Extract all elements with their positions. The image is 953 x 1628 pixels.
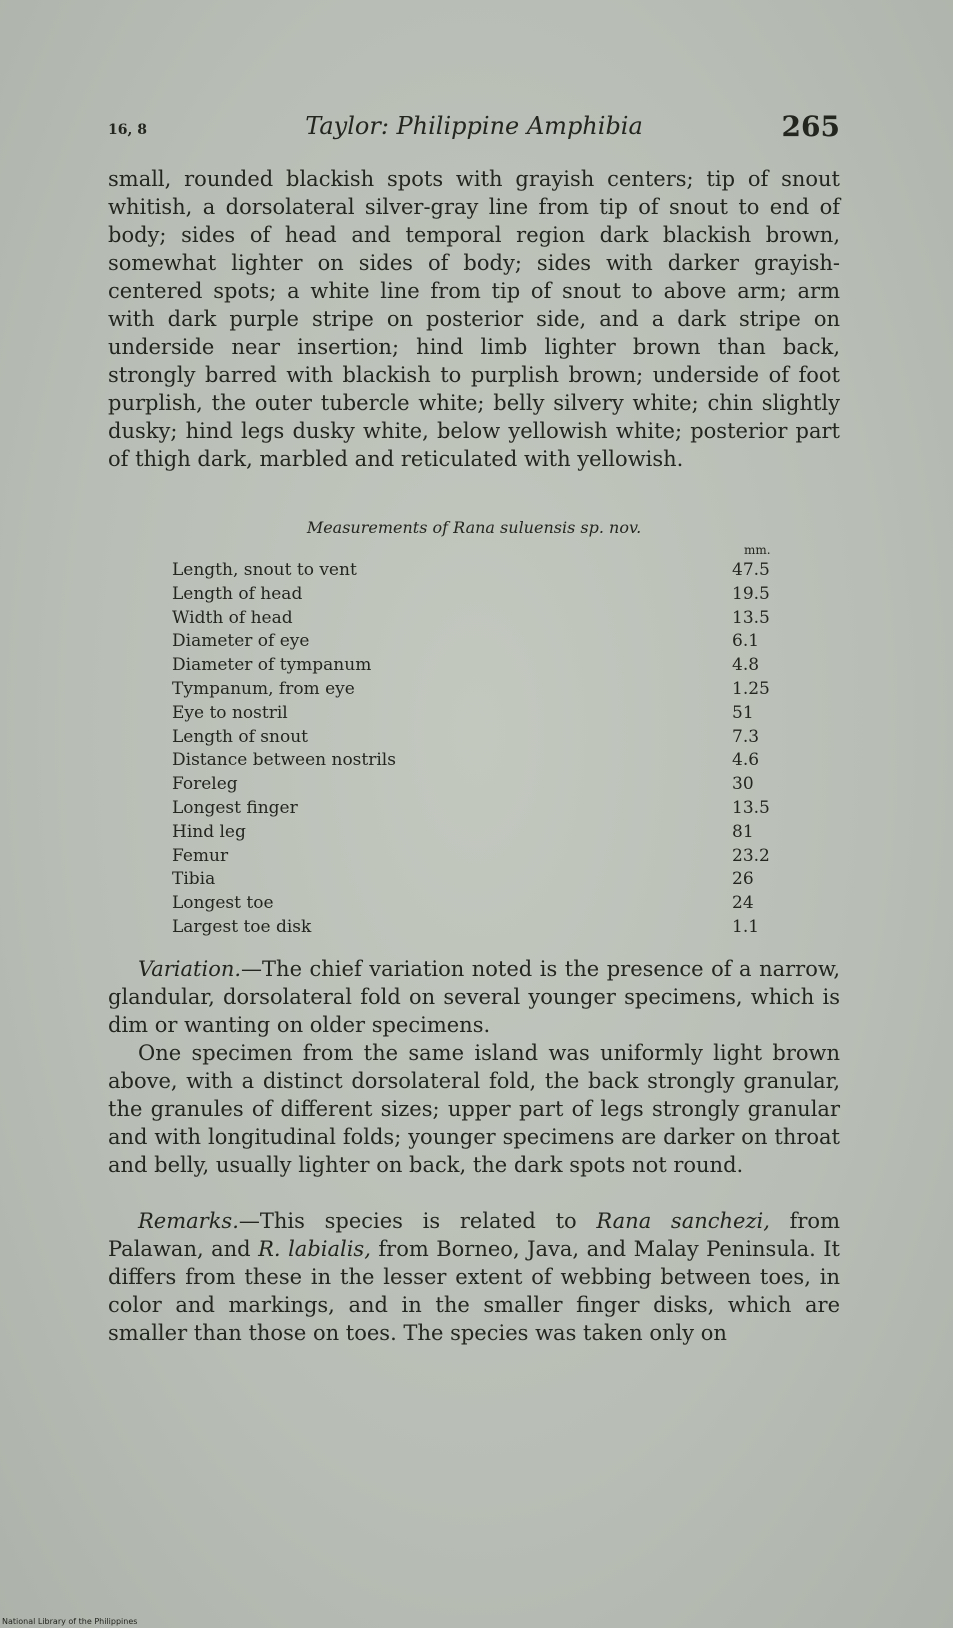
measurement-label: Eye to nostril — [172, 702, 288, 723]
measurement-value: 47.5 — [732, 560, 770, 580]
table-row — [172, 893, 782, 917]
table-title: Measurements of Rana suluensis sp. nov. — [306, 518, 642, 537]
measurement-value: 51 — [732, 702, 754, 723]
table-row — [172, 869, 782, 893]
table-row — [172, 774, 782, 798]
measurement-value: 4.6 — [732, 750, 760, 771]
measurement-label: Longest toe — [172, 893, 274, 914]
table-row — [172, 917, 782, 941]
specimen-paragraph: One specimen from the same island was uniformly light brown above, with a distinct dorsolateral fold, the back strongly granular, the granules of different sizes; upper part of legs strongly granular and with longitudinal folds; younger specimens are darker on throat and belly, usually lighter on back, the dark spots not round. — [108, 1041, 840, 1177]
measurement-value: 1.25 — [732, 679, 770, 699]
measurement-label: Hind leg — [172, 821, 246, 842]
measurement-value: 23.2 — [732, 845, 770, 866]
measurement-label: Distance between nostrils — [172, 750, 396, 771]
measurement-label: Tympanum, from eye — [172, 679, 355, 699]
table-row — [172, 798, 782, 822]
measurement-label: Foreleg — [172, 774, 238, 795]
measurement-label: Length, snout to vent — [172, 560, 357, 580]
remarks-heading: Remarks. — [138, 1209, 239, 1233]
unit-label: mm. — [744, 543, 771, 557]
measurement-value: 4.8 — [732, 655, 760, 676]
table-row — [172, 679, 782, 703]
measurement-label: Femur — [172, 845, 229, 866]
table-row — [172, 631, 782, 655]
page-number: 265 — [781, 110, 840, 143]
species-name-sanchezi: Rana sanchezi, — [596, 1209, 770, 1233]
remarks-text-b: from Palawan, and — [108, 1209, 840, 1261]
measurement-label: Tibia — [172, 869, 216, 890]
table-row — [172, 584, 782, 608]
variation-heading: Variation. — [138, 957, 242, 981]
measurement-value: 24 — [732, 893, 754, 914]
table-row — [172, 750, 782, 774]
description-paragraph: small, rounded blackish spots with grayish centers; tip of snout whitish, a dorsolateral silver-gray line from tip of snout to end of body; sides of head and temporal region dark blackish brown, somewhat lighter on sides of body; sides with darker grayish-centered spots; a white line from tip of snout to above arm; arm with dark purple stripe on posterior side, and a dark stripe on underside near insertion; hind limb lighter brown than back, strongly barred with blackish to purplish brown; underside of foot purplish, the outer tubercle white; belly silvery white; chin slightly dusky; hind legs dusky white, below yellowish white; posterior part of thigh dark, marbled and reticulated with yellowish. — [108, 167, 840, 471]
remarks-text-c: from Borneo, Java, and Malay Peninsula. It differs from these in the lesser extent of webbing between toes, in color and markings, and in the smaller finger disks, which are smaller than those on toes. The species was taken only on — [108, 1237, 840, 1345]
table-row — [172, 846, 782, 870]
measurement-value: 6.1 — [732, 631, 760, 652]
measurement-value: 13.5 — [732, 607, 770, 628]
variation-text: —The chief variation noted is the presence of a narrow, glandular, dorsolateral fold on several younger specimens, which is dim or wanting on older specimens. — [108, 957, 840, 1037]
measurement-label: Diameter of eye — [172, 631, 310, 652]
variation-paragraph — [108, 955, 840, 1039]
measurement-label: Length of snout — [172, 726, 308, 747]
measurement-value: 26 — [732, 869, 754, 890]
measurement-value: 81 — [732, 821, 754, 842]
measurement-label: Length of head — [172, 583, 303, 604]
measurement-label: Diameter of tympanum — [172, 655, 372, 676]
library-footer: National Library of the Philippines — [2, 1617, 138, 1626]
measurement-value: 7.3 — [732, 726, 760, 747]
measurement-value: 19.5 — [732, 583, 770, 604]
table-row — [172, 608, 782, 632]
species-name-labialis: R. labialis, — [258, 1237, 371, 1261]
table-row — [172, 703, 782, 727]
measurement-value: 30 — [732, 774, 754, 795]
volume-number: 16, 8 — [108, 122, 147, 138]
table-row — [172, 560, 782, 584]
measurement-value: 13.5 — [732, 798, 770, 818]
measurement-value: 1.1 — [732, 917, 760, 937]
running-title: Taylor: Philippine Amphibia — [305, 112, 643, 140]
measurement-label: Longest finger — [172, 798, 298, 818]
remarks-text-a: —This species is related to — [238, 1209, 597, 1233]
table-row — [172, 822, 782, 846]
remarks-paragraph — [108, 1207, 840, 1347]
measurement-label: Width of head — [172, 607, 293, 628]
table-row — [172, 727, 782, 751]
running-header — [108, 112, 840, 148]
table-row — [172, 655, 782, 679]
measurement-label: Largest toe disk — [172, 917, 312, 937]
